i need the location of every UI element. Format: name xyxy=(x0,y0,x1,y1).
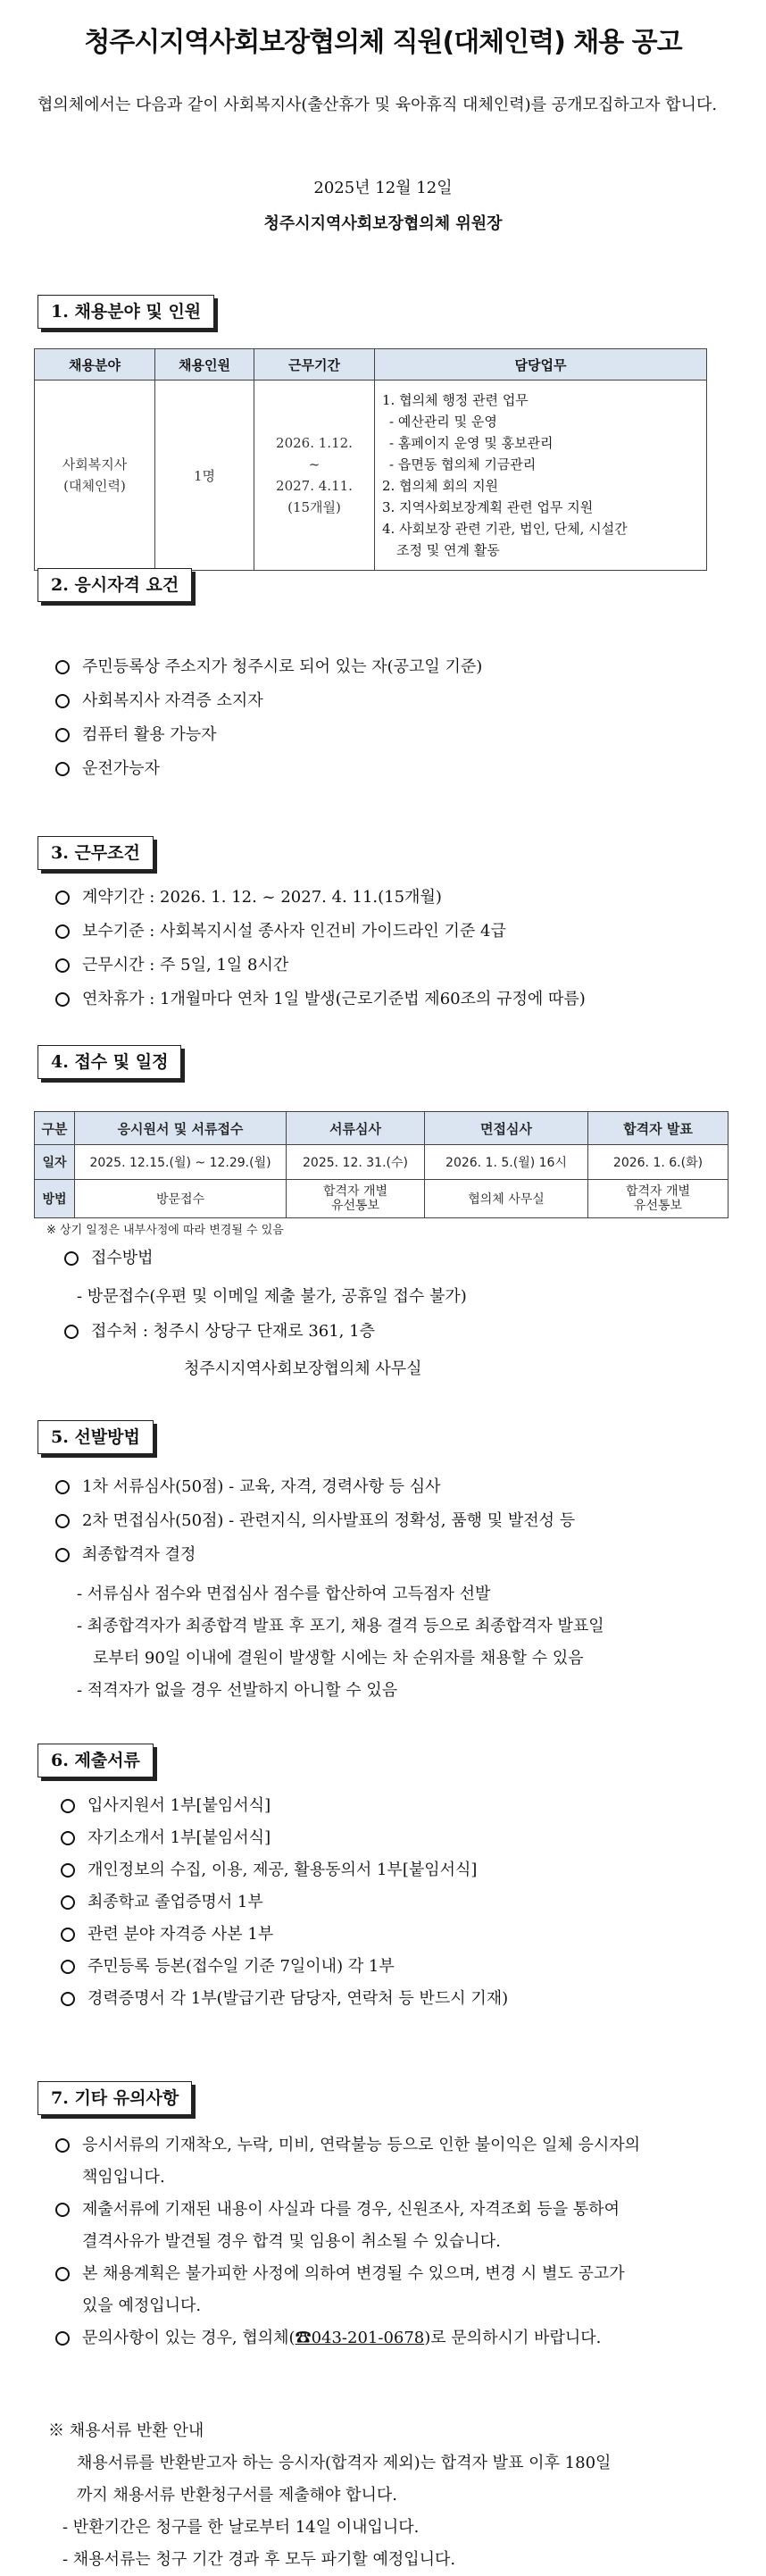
circle-bullet-icon xyxy=(55,694,70,708)
duty-line: - 읍면동 협의체 기금관리 xyxy=(389,456,537,473)
cell-duty xyxy=(375,381,707,571)
schedule-note: ※ 상기 일정은 내부사정에 따라 변경될 수 있음 xyxy=(46,1224,284,1237)
contact-phone: ☎043-201-0678 xyxy=(295,2329,425,2347)
list-item: 문의사항이 있는 경우, 협의체(☎043-201-0678)로 문의하시기 바랍니다. xyxy=(55,2322,743,2354)
circle-bullet-icon xyxy=(55,2331,70,2346)
reception-place-detail: 청주시지역사회보장협의체 사무실 xyxy=(184,1359,422,1378)
circle-bullet-icon xyxy=(55,958,70,973)
selection-sub: - 적격자가 없을 경우 선발하지 아니할 수 있음 xyxy=(77,1681,398,1700)
notice-date: 2025년 12월 12일 xyxy=(313,179,453,197)
field-line2: (대체인력) xyxy=(63,478,126,494)
period-months: (15개월) xyxy=(287,499,341,515)
list-item: 관련 분야 자격증 사본 1부 xyxy=(61,1919,748,1951)
list-item: 보수기준 : 사회복지시설 종사자 인건비 가이드라인 기준 4급 xyxy=(55,915,743,949)
row-label-date: 일자 xyxy=(35,1145,75,1180)
list-item: 계약기간 : 2026. 1. 12. ~ 2027. 4. 11.(15개월) xyxy=(55,881,743,915)
circle-bullet-icon xyxy=(61,1895,75,1910)
th-duty: 담당업무 xyxy=(375,349,707,381)
th-field: 채용분야 xyxy=(35,349,155,381)
recruit-table-header xyxy=(35,349,707,381)
circle-bullet-icon xyxy=(55,924,70,939)
section7-heading: 7. 기타 유의사항 xyxy=(37,2081,192,2115)
list-item: 자기소개서 1부[붙임서식] xyxy=(61,1822,748,1854)
list-item: 1차 서류심사(50점) - 교육, 자격, 경력사항 등 심사 xyxy=(55,1470,743,1504)
selection-sub: - 최종합격자가 최종합격 발표 후 포기, 채용 결격 등으로 최종합격자 발표일 xyxy=(77,1617,604,1635)
th-doc-review: 서류심사 xyxy=(287,1112,425,1145)
row-label-method: 방법 xyxy=(35,1180,75,1218)
selection-list xyxy=(55,1470,743,1572)
selection-sub: 로부터 90일 이내에 결원이 발생할 시에는 차 순위자를 채용할 수 있음 xyxy=(93,1649,584,1668)
list-item: 컴퓨터 활용 가능자 xyxy=(55,718,743,752)
th-type: 구분 xyxy=(35,1112,75,1145)
circle-bullet-icon xyxy=(64,1325,79,1339)
method-interview: 협의체 사무실 xyxy=(425,1180,588,1218)
th-apply: 응시원서 및 서류접수 xyxy=(75,1112,287,1145)
list-item: 경력증명서 각 1부(발급기관 담당자, 연락처 등 반드시 기재) xyxy=(61,1983,748,2015)
th-count: 채용인원 xyxy=(155,349,254,381)
return-notice xyxy=(48,2415,745,2576)
th-period: 근무기간 xyxy=(254,349,375,381)
period-tilde: ~ xyxy=(308,456,321,473)
list-item: 근무시간 : 주 5일, 1일 8시간 xyxy=(55,949,743,983)
duty-line: 2. 협의체 회의 지원 xyxy=(382,478,499,494)
circle-bullet-icon xyxy=(61,1831,75,1845)
list-item: 본 채용계획은 불가피한 사정에 의하여 변경될 수 있으며, 변경 시 별도 공고가 있을 예정입니다. xyxy=(55,2258,743,2322)
circle-bullet-icon xyxy=(61,1863,75,1878)
return-line: - 채용서류는 청구 기간 경과 후 모두 파기할 예정입니다. xyxy=(62,2550,456,2569)
notice-signer: 청주시지역사회보장협의체 위원장 xyxy=(263,214,503,233)
th-result: 합격자 발표 xyxy=(588,1112,729,1145)
circle-bullet-icon xyxy=(55,762,70,776)
section3-heading: 3. 근무조건 xyxy=(37,836,154,870)
circle-bullet-icon xyxy=(55,1480,70,1494)
duty-line: - 예산관리 및 운영 xyxy=(389,414,497,430)
list-item: 운전가능자 xyxy=(55,752,743,786)
period-start: 2026. 1.12. xyxy=(276,435,353,451)
selection-sub: - 서류심사 점수와 면접심사 점수를 합산하여 고득점자 선발 xyxy=(77,1585,491,1603)
section5-heading: 5. 선발방법 xyxy=(37,1420,154,1454)
conditions-list xyxy=(55,881,743,1016)
section2-heading: 2. 응시자격 요건 xyxy=(37,568,192,602)
reception-method-detail: - 방문접수(우편 및 이메일 제출 불가, 공휴일 접수 불가) xyxy=(77,1287,467,1306)
circle-bullet-icon xyxy=(55,2267,70,2281)
circle-bullet-icon xyxy=(61,1799,75,1813)
schedule-table xyxy=(34,1111,729,1218)
date-doc-review: 2025. 12. 31.(수) xyxy=(287,1145,425,1180)
circle-bullet-icon xyxy=(55,1514,70,1528)
circle-bullet-icon xyxy=(64,1251,79,1266)
return-line: 까지 채용서류 반환청구서를 제출해야 합니다. xyxy=(77,2486,397,2505)
circle-bullet-icon xyxy=(55,660,70,674)
schedule-header xyxy=(35,1112,729,1145)
list-item: 최종학교 졸업증명서 1부 xyxy=(61,1886,748,1919)
cell-period xyxy=(254,381,375,571)
date-interview: 2026. 1. 5.(월) 16시 xyxy=(425,1145,588,1180)
circle-bullet-icon xyxy=(61,1960,75,1974)
circle-bullet-icon xyxy=(55,992,70,1007)
list-item: 주민등록 등본(접수일 기준 7일이내) 각 1부 xyxy=(61,1951,748,1983)
duty-line: 1. 협의체 행정 관련 업무 xyxy=(382,392,529,408)
circle-bullet-icon xyxy=(55,891,70,905)
duty-line: - 홈페이지 운영 및 홍보관리 xyxy=(389,435,554,451)
section6-heading: 6. 제출서류 xyxy=(37,1744,154,1777)
list-item: 최종합격자 결정 xyxy=(55,1538,743,1572)
list-item: 응시서류의 기재착오, 누락, 미비, 연락불능 등으로 인한 불이익은 일체 응시자의 책임입니다. xyxy=(55,2129,743,2194)
circle-bullet-icon xyxy=(55,728,70,742)
duty-line: 조정 및 연계 활동 xyxy=(396,542,500,558)
return-line: 채용서류를 반환받고자 하는 응시자(합격자 제외)는 합격자 발표 이후 180일 xyxy=(77,2454,612,2472)
method-result: 합격자 개별 유선통보 xyxy=(588,1180,729,1218)
section4-heading: 4. 접수 및 일정 xyxy=(37,1045,181,1079)
list-item: 입사지원서 1부[붙임서식] xyxy=(61,1790,748,1822)
notes-list xyxy=(55,2129,743,2354)
period-end: 2027. 4.11. xyxy=(276,478,353,494)
reception-place xyxy=(64,1315,752,1349)
date-apply: 2025. 12.15.(월) ~ 12.29.(월) xyxy=(75,1145,287,1180)
notice-title: 청주시지역사회보장협의체 직원(대체인력) 채용 공고 xyxy=(84,27,682,58)
date-result: 2026. 1. 6.(화) xyxy=(588,1145,729,1180)
list-item: 사회복지사 자격증 소지자 xyxy=(55,684,743,718)
list-item: 접수방법 xyxy=(64,1242,752,1275)
documents-list xyxy=(61,1790,748,2015)
list-item: 접수처 : 청주시 상당구 단재로 361, 1층 xyxy=(64,1315,752,1349)
list-item: 2차 면접심사(50점) - 관련지식, 의사발표의 정확성, 품행 및 발전성 등 xyxy=(55,1504,743,1538)
method-apply: 방문접수 xyxy=(75,1180,287,1218)
intro-text: 협의체에서는 다음과 같이 사회복지사(출산휴가 및 육아휴직 대체인력)를 공개모집하고자 합니다. xyxy=(37,96,718,114)
method-doc-review: 합격자 개별 유선통보 xyxy=(287,1180,425,1218)
duty-line: 4. 사회보장 관련 기관, 법인, 단체, 시설간 xyxy=(382,521,628,537)
recruit-table-row xyxy=(35,381,707,571)
list-item: 제출서류에 기재된 내용이 사실과 다를 경우, 신원조사, 자격조회 등을 통하여 결격사유가 발견될 경우 합격 및 임용이 취소될 수 있습니다. xyxy=(55,2194,743,2258)
cell-count: 1명 xyxy=(155,381,254,571)
list-item: 연차휴가 : 1개월마다 연차 1일 발생(근로기준법 제60조의 규정에 따름) xyxy=(55,983,743,1016)
list-item: 주민등록상 주소지가 청주시로 되어 있는 자(공고일 기준) xyxy=(55,650,743,684)
reception-list xyxy=(64,1242,752,1275)
field-line1: 사회복지사 xyxy=(62,456,128,473)
list-item: 개인정보의 수집, 이용, 제공, 활용동의서 1부[붙임서식] xyxy=(61,1854,748,1886)
section1-heading: 1. 채용분야 및 인원 xyxy=(37,295,214,329)
schedule-method-row xyxy=(35,1180,729,1218)
duty-line: 3. 지역사회보장계획 관련 업무 지원 xyxy=(382,499,594,515)
return-title: ※ 채용서류 반환 안내 xyxy=(48,2421,204,2440)
cell-field xyxy=(35,381,155,571)
circle-bullet-icon xyxy=(55,2138,70,2153)
qualification-list xyxy=(55,650,743,786)
circle-bullet-icon xyxy=(55,1548,70,1562)
return-line: - 반환기간은 청구를 한 날로부터 14일 이내입니다. xyxy=(62,2518,420,2537)
circle-bullet-icon xyxy=(61,1928,75,1942)
circle-bullet-icon xyxy=(55,2203,70,2217)
circle-bullet-icon xyxy=(61,1992,75,2006)
schedule-date-row xyxy=(35,1145,729,1180)
recruit-table xyxy=(34,348,707,571)
th-interview: 면접심사 xyxy=(425,1112,588,1145)
